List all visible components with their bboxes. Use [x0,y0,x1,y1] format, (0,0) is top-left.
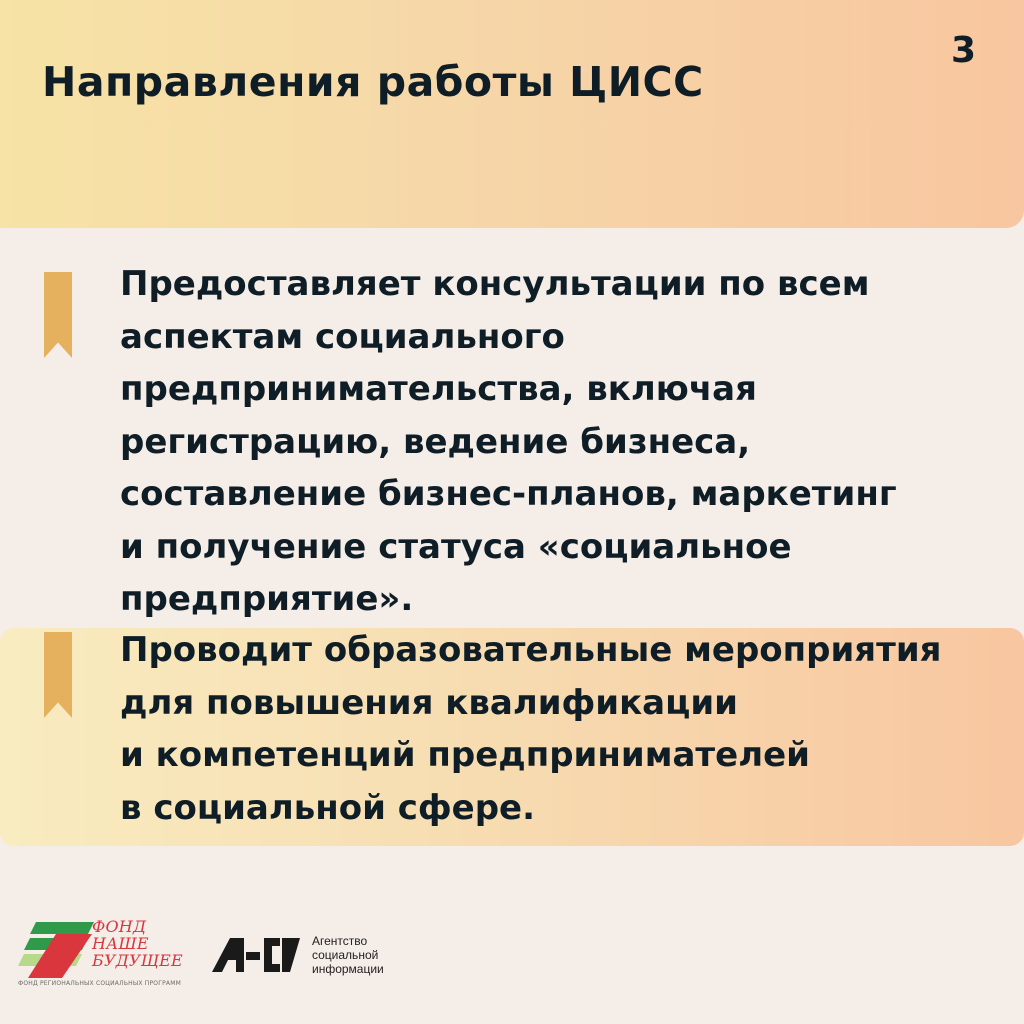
asi-logo [212,934,412,978]
asi-logo-name: Агентство социальной информации [312,934,384,976]
fund-nashe-budushchee-logo [18,916,198,992]
fund-logo-tagline: ФОНД РЕГИОНАЛЬНЫХ СОЦИАЛЬНЫХ ПРОГРАММ [18,980,181,987]
page-number: 3 [950,30,976,71]
header-band [0,0,1024,228]
fund-stripes-icon [18,920,96,978]
list-item-text: Предоставляет консультации по всем аспектам социального предпринимательства, включая регистрацию, ведение бизнеса, составление бизнес-планов, маркетинг и получение статуса «социальное предприятие». [120,264,897,619]
asi-mark-icon [212,934,302,974]
footer-logos [0,916,1024,996]
fund-logo-name: ФОНД НАШЕ БУДУЩЕЕ [92,917,183,970]
page-title: Направления работы ЦИСС [42,58,704,106]
bookmark-ribbon-icon [44,272,72,358]
list-item-text: Проводит образовательные мероприятия для повышения квалификации и компетенций предпринимателей в социальной сфере. [120,630,942,828]
